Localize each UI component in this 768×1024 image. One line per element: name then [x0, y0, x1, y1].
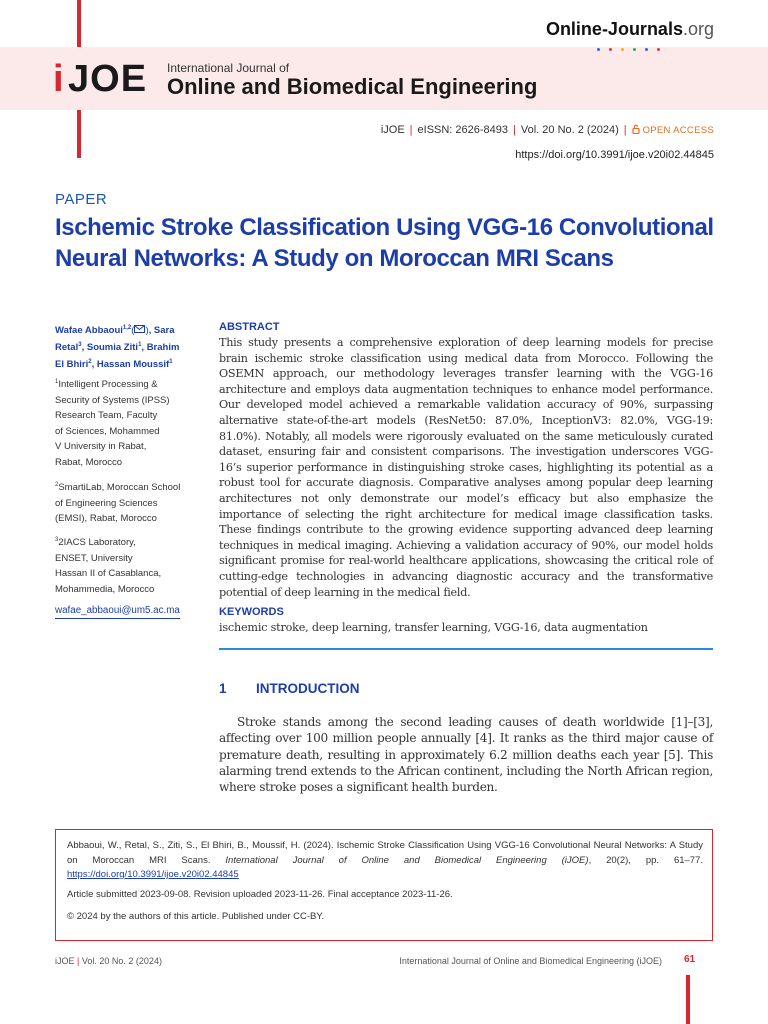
brand-dot — [597, 48, 600, 51]
article-type-label: PAPER — [55, 191, 108, 208]
affiliation-2: $^2$SmartiLab, Moroccan School of Engineering Sciences (EMSI), Rabat, Morocco — [55, 482, 181, 525]
journal-prefix: International Journal of — [167, 61, 290, 75]
abstract-heading: ABSTRACT — [219, 321, 280, 333]
article-title: Ischemic Stroke Classification Using VGG-16 Convolutional Neural Networks: A Study on Moroccan MRI Scans — [55, 214, 714, 272]
author-list: Wafae Abbaoui$^{1,2}$( ), Sara Retal$^3$, Soumia Ziti$^1$, Brahim El Bhiri$^2$, Hassan Moussif$^1$ — [55, 325, 180, 371]
citation-reference: Abbaoui, W., Retal, S., Ziti, S., El Bhiri, B., Moussif, H. (2024). Ischemic Stroke Classification Using VGG-16 Convolutional Neural Networks: A Study on Moroccan MRI Scans. International Journal of Online and Biomedical Engineering (iJOE), 20(2), pp. 61–77. https://doi.org/10.3991/ijoe.v20i02.44845 — [67, 840, 704, 880]
brand-dot — [645, 48, 648, 51]
citation-doi-link[interactable]: https://doi.org/10.3991/ijoe.v20i02.44845 — [67, 869, 239, 880]
section-divider — [219, 648, 713, 650]
journal-name: Online and Biomedical Engineering — [167, 74, 538, 99]
article-history: Article submitted 2023-09-08. Revision uploaded 2023-11-26. Final acceptance 2023-11-26. — [67, 889, 453, 900]
author-name: Brahim El Bhiri — [55, 342, 180, 371]
top-accent-bar — [77, 0, 81, 47]
section-heading: INTRODUCTION — [256, 681, 360, 696]
volume: Vol. 20 No. 2 (2024) — [520, 124, 619, 136]
affiliation-3: $^3$2IACS Laboratory, ENSET, University Hassan II of Casablanca, Mohammedia, Morocco — [55, 537, 162, 595]
brand-dots — [597, 38, 669, 56]
online-journals-logo[interactable]: Online-Journals.org — [545, 19, 714, 39]
footer-journal-name: International Journal of Online and Biomedical Engineering (iJOE) — [399, 956, 662, 966]
author-name: Sara Retal — [55, 325, 175, 354]
email-envelope-icon[interactable] — [134, 325, 145, 333]
corresponding-email[interactable]: wafae_abbaoui@um5.ac.ma — [55, 604, 180, 619]
logo-joe: JOE — [68, 58, 148, 100]
license-notice: © 2024 by the authors of this article. Published under CC-BY. — [67, 911, 325, 922]
brand-dot — [609, 48, 612, 51]
section-number: 1 — [219, 681, 227, 696]
intro-paragraph: Stroke stands among the second leading causes of death worldwide [1]–[3], affecting over 100 million people annually [4]. It ranks as the third major cause of premature death, resulting in approximately 6.2 million deaths each year [5]. This alarming trend extends to the African continent, including the North African region, where stroke poses a significant health burden. — [219, 715, 713, 795]
footer-journal-info: iJOE | Vol. 20 No. 2 (2024) — [55, 956, 162, 966]
author-name: Wafae Abbaoui — [55, 325, 123, 337]
page-number: 61 — [684, 954, 696, 965]
author-name: Soumia Ziti — [86, 342, 139, 354]
citation-box — [55, 829, 713, 941]
eissn: eISSN: 2626-8493 — [417, 124, 509, 136]
header-accent-bar — [77, 110, 81, 158]
brand-dot — [621, 48, 624, 51]
open-access-badge: OPEN ACCESS — [632, 125, 714, 136]
doi-link[interactable]: https://doi.org/10.3991/ijoe.v20i02.44845 — [515, 149, 714, 161]
footer-accent-bar — [686, 975, 690, 1024]
affiliation-1: $^1$Intelligent Processing & Security of Systems (IPSS) Research Team, Faculty of Sciences, Mohammed V University in Rabat, Rabat, Morocco — [55, 379, 170, 468]
open-lock-icon — [632, 124, 640, 134]
issue-meta: iJOE | eISSN: 2626-8493 | Vol. 20 No. 2 (2024) | OPEN ACCESS — [380, 124, 714, 136]
keywords-text: ischemic stroke, deep learning, transfer learning, VGG-16, data augmentation — [219, 621, 648, 634]
journal-abbr: iJOE — [380, 124, 405, 136]
brand-dot — [633, 48, 636, 51]
abstract-text: This study presents a comprehensive exploration of deep learning models for precise brain ischemic stroke classification using medical data from Morocco. Following the OSEMN approach, our methodology leverages transfer learning with the VGG-16 architecture and employs data augmentation techniques to enhance model performance. Our developed model achieved a remarkable validation accuracy of 90%, surpassing alternative state-of-the-art models (ResNet50: 87.0%, InceptionV3: 82.0%, VGG-19: 81.0%). Notably, all models were rigorously evaluated on the same meticulously curated dataset, ensuring fair and consistent comparisons. The investigation underscores VGG-16’s superior performance in distinguishing stroke cases, highlighting its potential as a robust tool for accurate diagnosis. Comparative analyses among popular deep learning architectures not only demonstrate our model’s efficacy but also emphasize the importance of selecting the right architecture for medical image classification tasks. These findings contribute to the growing evidence supporting advanced deep learning techniques in medical imaging. Achieving a validation accuracy of 90%, our model holds significant promise for real-world healthcare applications, showcasing the critical role of cutting-edge technologies in advancing diagnostic accuracy and the transformative potential of deep learning in the medical field. — [219, 336, 713, 599]
logo-i: i — [53, 58, 64, 100]
keywords-heading: KEYWORDS — [219, 606, 284, 618]
author-name: Hassan Moussif — [96, 359, 170, 371]
brand-dot — [657, 48, 660, 51]
